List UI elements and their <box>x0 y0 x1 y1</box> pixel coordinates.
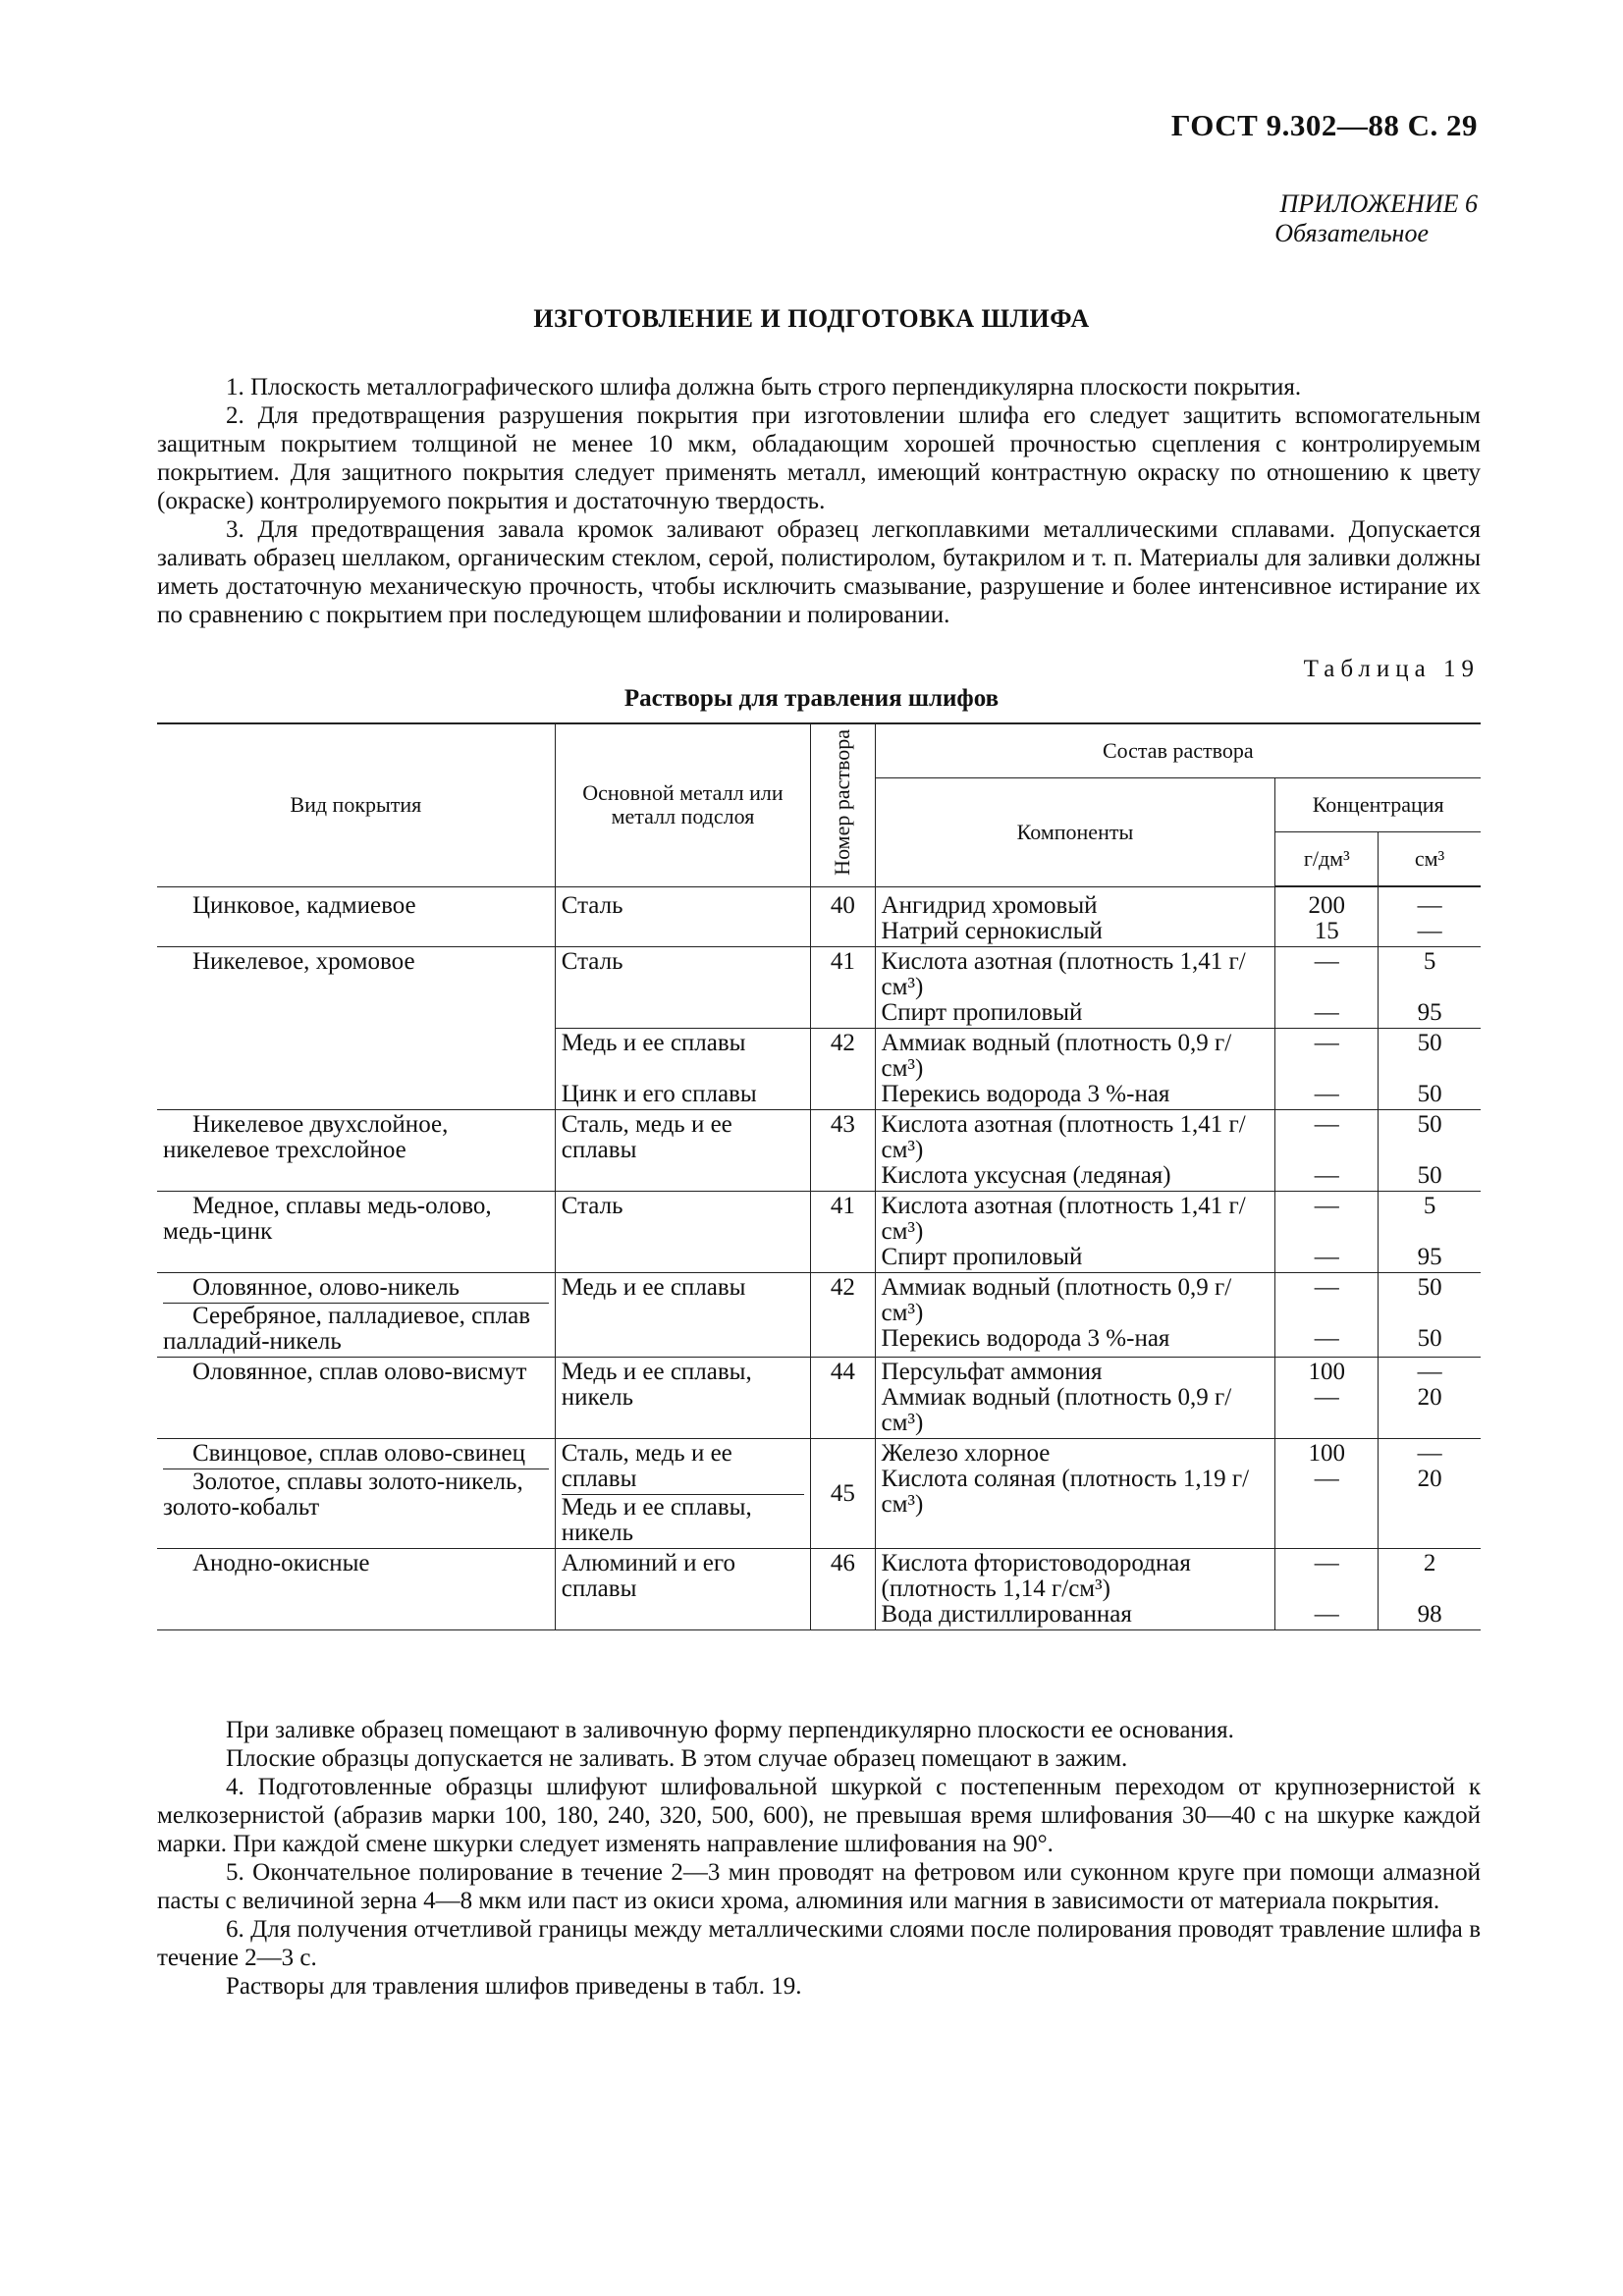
intro-text <box>157 373 1481 629</box>
document-title: ИЗГОТОВЛЕНИЕ И ПОДГОТОВКА ШЛИФА <box>533 304 1090 333</box>
appendix-label <box>1274 189 1478 248</box>
table-row: Медное, сплавы медь-олово, медь-цинк Сталь 41 Кислота азотная (плотность 1,41 г/см³) Спирт пропиловый — — 5 95 <box>157 1192 1481 1273</box>
header-concentration: Концентрация <box>1275 778 1481 832</box>
table-row: Оловянное, сплав олово-висмут Медь и ее сплавы, никель 44 Персульфат аммония Аммиак водный (плотность 0,9 г/см³) 100 — — 20 <box>157 1358 1481 1439</box>
number-cell: 40 <box>811 886 875 947</box>
header-solution-number: Номер раствора <box>811 723 875 886</box>
paragraph-4: 4. Подготовленные образцы шлифуют шлифовальной шкуркой с постепенным переходом от крупнозернистой к мелкозернистой (абразив марки 100, 180, 240, 320, 500, 600), не превышая время шлифования 30—40 с на шкурке каждой марки. При каждой смене шкурки следует изменять направление шлифования на 90°. <box>157 1774 1481 1857</box>
paragraph-5: 5. Окончательное полирование в течение 2—3 мин проводят на фетровом или суконном круге при помощи алмазной пасты с величиной зерна 4—8 мкм или паст из окиси хрома, алюминия или магния в зависимости от материала покрытия. <box>157 1859 1481 1914</box>
table-row: Оловянное, олово-никель Серебряное, палладиевое, сплав палладий-никель Медь и ее сплавы 42 Аммиак водный (плотность 0,9 г/см³) Перекись водорода 3 %-ная — — 50 50 <box>157 1273 1481 1358</box>
coating-cell: Цинковое, кадмиевое <box>192 891 416 919</box>
paragraph-6: 6. Для получения отчетливой границы между металлическими слоями после полирования проводят травление шлифа в течение 2—3 с. <box>157 1916 1481 1971</box>
base-cell: Сталь <box>555 886 810 947</box>
page-header: ГОСТ 9.302—88 С. 29 <box>1170 108 1478 142</box>
paragraph-ref: Растворы для травления шлифов приведены в табл. 19. <box>226 1973 802 2000</box>
etching-solutions-table <box>157 722 1481 1630</box>
header-components: Компоненты <box>875 778 1275 887</box>
table-row: Никелевое двухслойное, никелевое трехслойное Сталь, медь и ее сплавы 43 Кислота азотная (плотность 1,41 г/см³) Кислота уксусная (ледяная) — — 50 50 <box>157 1110 1481 1192</box>
header-composition: Состав раствора <box>875 723 1481 778</box>
coating-cell: Никелевое, хромовое <box>192 948 415 975</box>
appendix-number: ПРИЛОЖЕНИЕ 6 <box>1279 189 1478 218</box>
header-unit-cm: см³ <box>1379 832 1481 887</box>
header-base-metal: Основной металл или металл подслоя <box>555 723 810 886</box>
table-row: Цинковое, кадмиевое Сталь 40 Ангидрид хромовый Натрий сернокислый 200 15 — — <box>157 886 1481 947</box>
closing-text <box>157 1716 1481 2001</box>
table-row: Анодно-окисные Алюминий и его сплавы 46 Кислота фтористоводородная (плотность 1,14 г/см³) Вода дистиллированная — — 2 98 <box>157 1549 1481 1630</box>
header-unit-g: г/дм³ <box>1275 832 1379 887</box>
table-row: Свинцовое, сплав олово-свинец Золотое, сплавы золото-никель, золото-кобальт Сталь, медь и ее сплавы Медь и ее сплавы, никель 45 Железо хлорное Кислота соляная (плотность 1,19 г/см³) 100 — — 20 <box>157 1439 1481 1549</box>
paragraph-2: 2. Для предотвращения разрушения покрытия при изготовлении шлифа его следует защитить вспомогательным защитным покрытием толщиной не менее 10 мкм, обладающим хорошей прочностью сцепления с контролируемым покрытием. Для защитного покрытия следует применять металл, имеющий контрастную окраску по отношению к цвету (окраске) контролируемого покрытия и достаточную твердость. <box>157 402 1481 514</box>
header-coating: Вид покрытия <box>157 723 555 886</box>
paragraph-3: 3. Для предотвращения завала кромок заливают образец легкоплавкими металлическими сплавами. Допускается заливать образец шеллаком, органическим стеклом, серой, полистиролом, бутакрилом и т. п. Материалы для заливки должны иметь достаточную механическую прочность, чтобы исключить смазывание, разрушение и более интенсивное истирание их по сравнению с покрытием при последующем шлифовании и полировании. <box>157 516 1481 628</box>
table-row: Никелевое, хромовое Сталь 41 Кислота азотная (плотность 1,41 г/см³) Спирт пропиловый — — 5 95 <box>157 947 1481 1029</box>
table-row: Медь и ее сплавы Цинк и его сплавы 42 Аммиак водный (плотность 0,9 г/см³) Перекись водорода 3 %-ная — — 50 50 <box>157 1029 1481 1110</box>
appendix-status: Обязательное <box>1274 219 1429 247</box>
paragraph-1: 1. Плоскость металлографического шлифа должна быть строго перпендикулярна плоскости покрытия. <box>226 374 1302 400</box>
table-caption: Растворы для травления шлифов <box>623 685 1000 712</box>
paragraph-casting: При заливке образец помещают в заливочную форму перпендикулярно плоскости ее основания. <box>226 1717 1234 1743</box>
table-number: Таблица 19 <box>1303 656 1480 682</box>
paragraph-flat: Плоские образцы допускается не заливать. В этом случае образец помещают в зажим. <box>226 1745 1128 1772</box>
